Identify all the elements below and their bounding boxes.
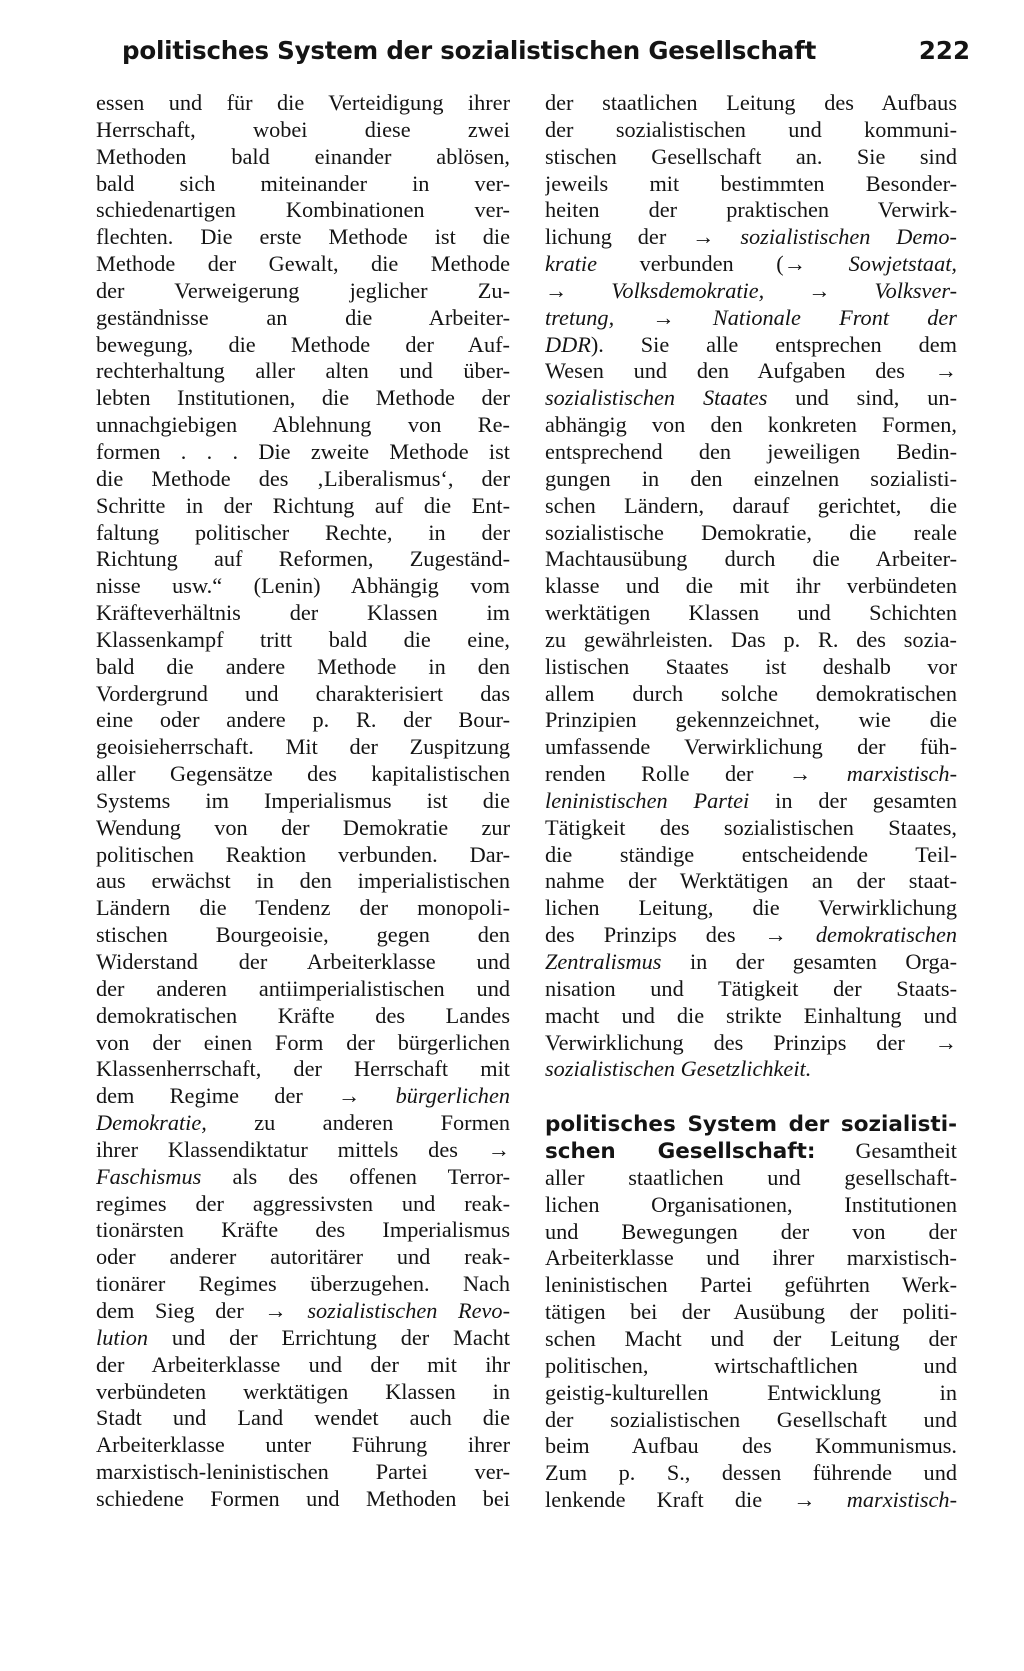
text-run: als des offenen Terror-	[201, 1163, 510, 1189]
text-line	[96, 1137, 510, 1164]
text-line	[96, 681, 510, 708]
text-line	[96, 1217, 510, 1244]
text-run: nisation und Tätigkeit der Staats-	[545, 975, 957, 1001]
text-line	[96, 1003, 510, 1030]
text-line	[96, 278, 510, 305]
text-line	[545, 922, 957, 949]
cross-reference: kratie	[545, 251, 598, 277]
text-run: gungen in den einzelnen sozialisti-	[545, 465, 957, 491]
text-run: unnachgiebigen Ablehnung von Re-	[96, 412, 510, 438]
text-line	[545, 412, 957, 439]
text-line	[545, 1219, 957, 1246]
text-line	[545, 385, 957, 412]
text-line	[96, 493, 510, 520]
text-run: Klassenherrschaft, der Herrschaft mit	[96, 1056, 510, 1082]
cross-reference: sozialistischen Revo-	[307, 1297, 510, 1323]
text-line	[96, 734, 510, 761]
cross-reference: Nationale Front der	[712, 304, 957, 330]
text-line	[96, 197, 510, 224]
entry-headword: schen Gesellschaft:	[545, 1139, 816, 1165]
text-run: politischen, wirtschaftlichen und	[545, 1352, 957, 1378]
text-line	[545, 197, 957, 224]
text-line	[96, 1352, 510, 1379]
text-run: Vordergrund und charakterisiert das	[96, 680, 510, 706]
text-line	[96, 117, 510, 144]
cross-reference: lution	[96, 1324, 149, 1350]
text-line	[545, 493, 957, 520]
text-run: regimes der aggressivsten und reak-	[96, 1190, 510, 1216]
text-run: schen Ländern, darauf gerichtet, die	[545, 492, 957, 518]
text-line	[545, 600, 957, 627]
text-run: entsprechend den jeweiligen Bedin-	[545, 438, 957, 464]
text-run: dem Regime der →	[96, 1083, 396, 1109]
text-run: tätigen bei der Ausübung der politi-	[545, 1299, 957, 1325]
text-line	[545, 144, 957, 171]
text-line	[545, 224, 957, 251]
text-line	[96, 922, 510, 949]
text-run: Ländern die Tendenz der monopoli-	[96, 895, 510, 921]
text-line	[96, 707, 510, 734]
text-line	[96, 600, 510, 627]
text-run: ihrer Klassendiktatur mittels des →	[96, 1136, 510, 1162]
text-run: aus erwächst in den imperialistischen	[96, 868, 510, 894]
text-run: umfassende Verwirklichung der füh-	[545, 734, 957, 760]
text-run: faltung politischer Rechte, in der	[96, 519, 510, 545]
text-line	[545, 1272, 957, 1299]
text-line	[96, 1164, 510, 1191]
text-run: klasse und die mit ihr verbündeten	[545, 573, 957, 599]
text-run: flechten. Die erste Methode ist die	[96, 224, 510, 250]
text-run: demokratischen Kräfte des Landes	[96, 1002, 510, 1028]
text-line	[545, 1407, 957, 1434]
text-run: dem Sieg der →	[96, 1297, 308, 1323]
text-line	[545, 1487, 957, 1514]
cross-reference: marxistisch-	[846, 761, 957, 787]
text-line	[545, 788, 957, 815]
text-line	[96, 1271, 510, 1298]
text-run: stischen Gesellschaft an. Sie sind	[545, 143, 957, 169]
text-line	[96, 439, 510, 466]
text-line	[96, 868, 510, 895]
text-line	[96, 90, 510, 117]
text-line	[545, 815, 957, 842]
text-line	[545, 976, 957, 1003]
text-run: schiedenartigen Kombinationen ver-	[96, 197, 510, 223]
text-line	[96, 895, 510, 922]
text-run: heiten der praktischen Verwirk-	[545, 197, 957, 223]
text-line	[96, 1030, 510, 1057]
cross-reference: DDR	[545, 331, 591, 357]
text-run: schen Macht und der Leitung der	[545, 1325, 957, 1351]
text-run: der Arbeiterklasse und der mit ihr	[96, 1351, 510, 1377]
text-run: aller Gegensätze des kapitalistischen	[96, 761, 510, 787]
text-run: tionärer Regimes überzugehen. Nach	[96, 1271, 510, 1297]
text-line	[545, 1192, 957, 1219]
text-run: Richtung auf Reformen, Zugeständ-	[96, 546, 510, 572]
text-line	[545, 305, 957, 332]
text-line	[545, 842, 957, 869]
text-line	[545, 734, 957, 761]
text-line	[96, 815, 510, 842]
text-line	[545, 895, 957, 922]
text-line	[545, 573, 957, 600]
text-run: verbündeten werktätigen Klassen in	[96, 1378, 510, 1404]
text-line	[96, 788, 510, 815]
cross-reference: sozialistischen Demo-	[740, 224, 957, 250]
text-run: rechterhaltung aller alten und über-	[96, 358, 510, 384]
cross-reference: Faschismus	[96, 1163, 202, 1189]
text-run: Prinzipien gekennzeichnet, wie die	[545, 707, 957, 733]
text-run: macht und die strikte Einhaltung und	[545, 1002, 957, 1028]
text-line	[545, 439, 957, 466]
text-run: und der Errichtung der Macht	[148, 1324, 510, 1350]
text-line	[545, 1056, 957, 1083]
text-line	[96, 224, 510, 251]
text-run: Arbeiterklasse unter Führung ihrer	[96, 1432, 510, 1458]
cross-reference: Sowjetstaat,	[848, 251, 957, 277]
text-run: aller staatlichen und gesellschaft-	[545, 1164, 957, 1190]
text-line	[545, 627, 957, 654]
cross-reference: leninistischen Partei	[545, 787, 750, 813]
entry-headword: politisches System der sozialisti-	[545, 1112, 957, 1138]
text-run: und Bewegungen der von der	[545, 1218, 957, 1244]
text-line	[545, 1111, 957, 1138]
text-line	[545, 1460, 957, 1487]
text-run: geoisieherrschaft. Mit der Zuspitzung	[96, 734, 510, 760]
text-line	[96, 251, 510, 278]
text-line	[96, 1191, 510, 1218]
text-run: jeweils mit bestimmten Besonder-	[545, 170, 957, 196]
text-run: Herrschaft, wobei diese zwei	[96, 116, 510, 142]
cross-reference: marxistisch-	[846, 1487, 957, 1513]
text-run: Machtausübung durch die Arbeiter-	[545, 546, 957, 572]
text-run: bald sich miteinander in ver-	[96, 170, 510, 196]
text-run: essen und für die Verteidigung ihrer	[96, 90, 510, 115]
text-run: stischen Bourgeoisie, gegen den	[96, 922, 510, 948]
text-run: von der einen Form der bürgerlichen	[96, 1029, 510, 1055]
text-line	[545, 1165, 957, 1192]
text-line	[96, 573, 510, 600]
text-run: renden Rolle der →	[545, 761, 847, 787]
cross-reference: bürgerlichen	[395, 1083, 510, 1109]
running-head: politisches System der sozialistischen Gesellschaft	[122, 36, 817, 65]
cross-reference: tretung,	[545, 304, 615, 330]
text-run: beim Aufbau des Kommunismus.	[545, 1433, 957, 1459]
text-line	[545, 1003, 957, 1030]
text-run: Stadt und Land wendet auch die	[96, 1405, 510, 1431]
text-run: die Methode des ‚Liberalismus‘, der	[96, 465, 510, 491]
text-run: werktätigen Klassen und Schichten	[545, 600, 957, 626]
text-line	[96, 1486, 510, 1513]
text-line	[96, 144, 510, 171]
text-run: lenkende Kraft die →	[545, 1487, 847, 1513]
text-run: formen . . . Die zweite Methode ist	[96, 438, 510, 464]
text-line	[96, 466, 510, 493]
text-run: eine oder andere p. R. der Bour-	[96, 707, 510, 733]
text-run: Verwirklichung des Prinzips der →	[545, 1029, 957, 1055]
text-run: →	[614, 304, 713, 330]
text-run: zu gewährleisten. Das p. R. des sozia-	[545, 626, 957, 652]
text-line	[545, 1138, 957, 1165]
paragraph-gap	[545, 1083, 957, 1111]
text-line	[96, 1244, 510, 1271]
text-line	[96, 546, 510, 573]
text-line	[96, 1298, 510, 1325]
text-line	[96, 520, 510, 547]
cross-reference: Zentralismus	[545, 949, 662, 974]
text-run: leninistischen Partei geführten Werk-	[545, 1272, 957, 1298]
text-run: und sind, un-	[767, 385, 957, 411]
text-run: geständnisse an die Arbeiter-	[96, 304, 510, 330]
cross-reference: Demokratie,	[96, 1110, 207, 1136]
text-line	[96, 305, 510, 332]
text-run: →	[764, 277, 875, 303]
cross-reference: Volksdemokratie,	[611, 277, 765, 303]
text-line	[545, 654, 957, 681]
page-header	[122, 36, 970, 80]
text-run: in der gesamten	[749, 787, 957, 813]
text-run: nahme der Werktätigen an der staat-	[545, 868, 957, 894]
text-run: allem durch solche demokratischen	[545, 680, 957, 706]
text-run: der staatlichen Leitung des Aufbaus	[545, 90, 957, 115]
text-run: des Prinzips des →	[545, 922, 816, 948]
text-run: Wendung von der Demokratie zur	[96, 814, 510, 840]
text-run: →	[545, 277, 612, 303]
text-run: der anderen antiimperialistischen und	[96, 975, 510, 1001]
text-line	[545, 1326, 957, 1353]
text-run: listischen Staates ist deshalb vor	[545, 653, 957, 679]
text-run: bewegung, die Methode der Auf-	[96, 331, 510, 357]
text-line	[96, 1056, 510, 1083]
text-line	[545, 251, 957, 278]
text-run: der sozialistischen und kommuni-	[545, 116, 957, 142]
text-run: Wesen und den Aufgaben des →	[545, 358, 957, 384]
text-run: Kräfteverhältnis der Klassen im	[96, 600, 510, 626]
text-line	[545, 707, 957, 734]
text-line	[96, 627, 510, 654]
text-run: sozialistische Demokratie, die reale	[545, 519, 957, 545]
text-line	[96, 358, 510, 385]
text-line	[545, 546, 957, 573]
text-line	[96, 1405, 510, 1432]
text-line	[545, 278, 957, 305]
text-line	[96, 412, 510, 439]
left-text-column	[96, 90, 510, 1513]
text-line	[96, 332, 510, 359]
text-run: verbunden (→	[597, 251, 849, 277]
text-run: zu anderen Formen	[206, 1110, 510, 1136]
text-run: Widerstand der Arbeiterklasse und	[96, 949, 510, 974]
text-run: geistig-kulturellen Entwicklung in	[545, 1379, 957, 1405]
text-run: lichung der →	[545, 224, 741, 250]
text-line	[96, 654, 510, 681]
text-run: politischen Reaktion verbunden. Dar-	[96, 841, 510, 867]
text-run: Methoden bald einander ablösen,	[96, 143, 510, 169]
text-line	[545, 681, 957, 708]
text-run: in der gesamten Orga-	[661, 949, 957, 974]
text-run: Systems im Imperialismus ist die	[96, 787, 510, 813]
text-line	[96, 1379, 510, 1406]
text-run: schiedene Formen und Methoden bei	[96, 1485, 510, 1511]
text-line	[545, 868, 957, 895]
text-run: der sozialistischen Gesellschaft und	[545, 1406, 957, 1432]
text-line	[96, 1325, 510, 1352]
text-run: Methode der Gewalt, die Methode	[96, 251, 510, 277]
text-run: ). Sie alle entsprechen dem	[590, 331, 957, 357]
text-line	[545, 761, 957, 788]
text-run: bald die andere Methode in den	[96, 653, 510, 679]
text-line	[96, 1432, 510, 1459]
text-line	[96, 1083, 510, 1110]
text-line	[96, 842, 510, 869]
text-line	[545, 358, 957, 385]
text-run: der Verweigerung jeglicher Zu-	[96, 277, 510, 303]
text-run: oder anderer autoritärer und reak-	[96, 1244, 510, 1270]
cross-reference: sozialistischen Staates	[545, 385, 768, 411]
text-run: lichen Leitung, die Verwirklichung	[545, 895, 957, 921]
text-run: marxistisch-leninistischen Partei ver-	[96, 1459, 510, 1485]
cross-reference: Volksver-	[874, 277, 957, 303]
text-line	[545, 1380, 957, 1407]
text-run: tionärsten Kräfte des Imperialismus	[96, 1217, 510, 1243]
text-line	[545, 171, 957, 198]
cross-reference: sozialistischen Gesetzlichkeit.	[545, 1056, 812, 1082]
text-line	[545, 1353, 957, 1380]
text-line	[96, 171, 510, 198]
text-line	[96, 385, 510, 412]
text-run: Klassenkampf tritt bald die eine,	[96, 626, 510, 652]
text-line	[545, 90, 957, 117]
text-run: abhängig von den konkreten Formen,	[545, 412, 957, 438]
text-run: Zum p. S., dessen führende und	[545, 1460, 957, 1486]
text-line	[96, 1110, 510, 1137]
text-line	[545, 1245, 957, 1272]
text-run: Schritte in der Richtung auf die Ent-	[96, 492, 510, 518]
text-run: die ständige entscheidende Teil-	[545, 841, 957, 867]
right-text-column	[545, 90, 957, 1514]
text-line	[96, 976, 510, 1003]
text-line	[545, 1030, 957, 1057]
text-line	[96, 761, 510, 788]
text-run: Arbeiterklasse und ihrer marxistisch-	[545, 1245, 957, 1271]
text-run: Gesamtheit	[815, 1138, 957, 1164]
text-line	[545, 117, 957, 144]
text-run: Tätigkeit des sozialistischen Staates,	[545, 814, 957, 840]
text-line	[545, 332, 957, 359]
text-line	[545, 520, 957, 547]
page-number: 222	[918, 36, 970, 65]
text-run: nisse usw.“ (Lenin) Abhängig vom	[96, 573, 510, 599]
text-line	[545, 1299, 957, 1326]
text-line	[545, 1433, 957, 1460]
cross-reference: demokratischen	[815, 922, 957, 948]
text-line	[96, 949, 510, 976]
text-line	[96, 1459, 510, 1486]
text-run: lichen Organisationen, Institutionen	[545, 1191, 957, 1217]
text-line	[545, 949, 957, 976]
text-line	[545, 466, 957, 493]
text-run: lebten Institutionen, die Methode der	[96, 385, 510, 411]
